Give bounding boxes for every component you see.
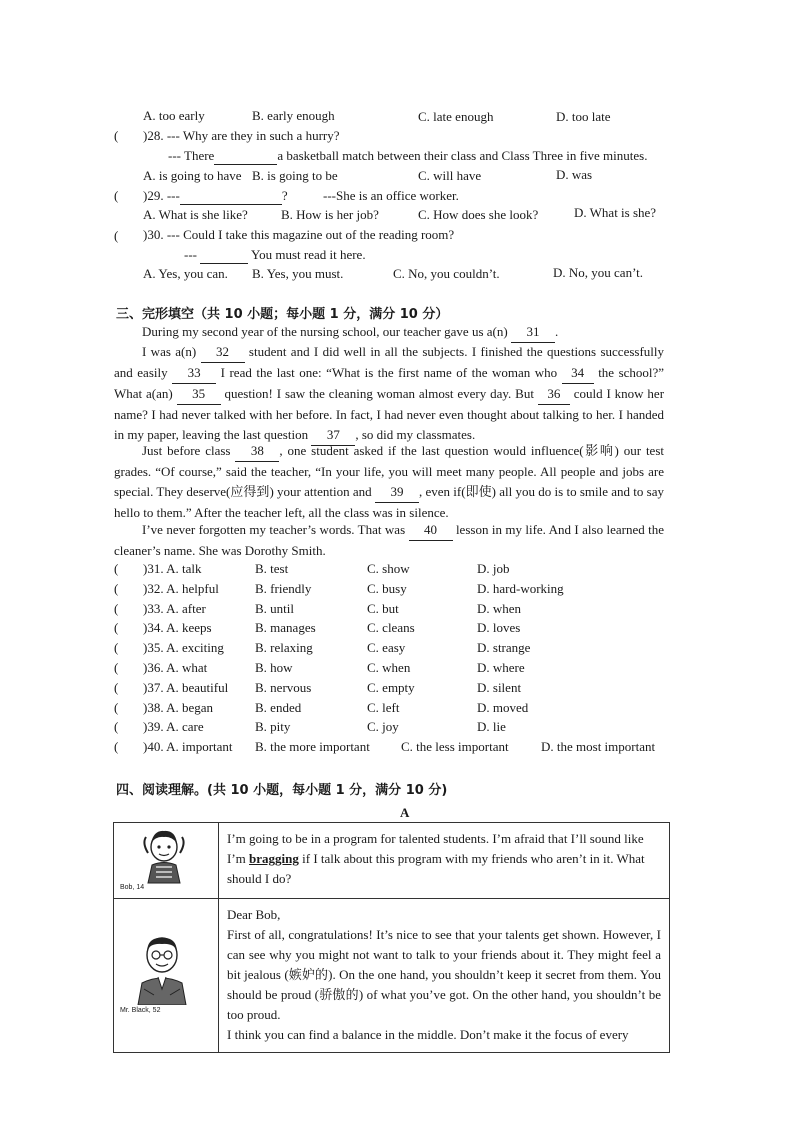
cloze-option-row [114, 561, 669, 581]
row-option-a: )39. A. care [143, 719, 204, 734]
q28-stem: )28. --- Why are they in such a hurry? [143, 128, 340, 143]
row-option-a: )40. A. important [143, 739, 233, 754]
row-option-a: )31. A. talk [143, 561, 202, 576]
row-option-a: )32. A. helpful [143, 581, 219, 596]
q27-option-d: D. too late [556, 109, 611, 124]
row-option-d: D. job [477, 561, 510, 576]
cloze-blank-32[interactable]: 32 [201, 342, 245, 363]
cloze-text: could I know her name? I had never talked with her before. In fact, I had never even thought about talking to her. I handed in my paper, leaving the last question [114, 386, 665, 442]
q28-paren: ( [114, 128, 119, 143]
row-option-b: B. test [255, 561, 289, 576]
bob-caption: Bob, 14 [120, 884, 145, 891]
q30-option-b: B. Yes, you must. [252, 266, 344, 281]
row-option-b: B. ended [255, 700, 302, 715]
row-option-c: C. show [367, 561, 410, 576]
bob-text: if I talk about this program with my friends who aren’t in it. What should I do? [227, 851, 645, 886]
row-option-c: C. easy [367, 640, 406, 655]
q27-option-c: C. late enough [418, 109, 494, 124]
q29-paren: ( [114, 188, 119, 203]
cloze-text: I was a(n) [142, 344, 197, 359]
cloze-text: I’ve never forgotten my teacher’s words. That was [142, 522, 406, 537]
row-option-d: D. hard-working [477, 581, 564, 596]
bob-keyword: bragging [249, 851, 299, 866]
q29-answer: ---She is an office worker. [323, 188, 459, 203]
cloze-paragraph-1 [114, 322, 664, 343]
q29-stem-pre: )29. --- [143, 188, 180, 203]
cloze-option-row [114, 739, 669, 759]
cloze-text: lesson in my life. And I also learned the cleaner’s name. She was Dorothy Smith. [114, 522, 664, 558]
passage-label: A [400, 805, 410, 820]
row-option-a: )37. A. beautiful [143, 680, 229, 695]
q29-stem [143, 188, 288, 205]
row-option-b: B. how [255, 660, 293, 675]
q27-option-a: A. too early [143, 108, 205, 123]
row-option-a: )34. A. keeps [143, 620, 212, 635]
cloze-blank-36[interactable]: 36 [538, 384, 570, 405]
row-paren: ( [114, 620, 119, 635]
bob-avatar-cell [114, 823, 219, 899]
cloze-paragraph-2 [114, 342, 664, 446]
row-paren: ( [114, 719, 119, 734]
row-paren: ( [114, 601, 119, 616]
section4-title: 四、阅读理解。(共 10 小题，每小题 1 分，满分 10 分) [116, 783, 448, 798]
row-option-d: D. silent [477, 680, 522, 695]
row-option-c: C. the less important [401, 739, 509, 754]
row-paren: ( [114, 660, 119, 675]
cloze-blank-33[interactable]: 33 [172, 363, 216, 384]
black-avatar-cell [114, 899, 219, 1053]
cloze-option-row [114, 640, 669, 660]
section3-title: 三、完形填空（共 10 小题；每小题 1 分，满分 10 分） [116, 307, 449, 322]
cloze-text: question! I saw the cleaning woman almost every day. But [224, 386, 534, 401]
advice-table [113, 822, 670, 1053]
row-option-a: )33. A. after [143, 601, 206, 616]
q29-option-b: B. How is her job? [281, 207, 379, 222]
q30-line2-pre: --- [184, 247, 197, 262]
cloze-text: I read the last one: “What is the first name of the woman who [220, 365, 558, 380]
q30-line2-post: You must read it here. [251, 247, 366, 262]
row-paren: ( [114, 561, 119, 576]
q28-line2-post: a basketball match between their class and Class Three in five minutes. [277, 148, 648, 163]
cloze-text: , even if(即使) all you do is to smile and to say hello to them.” After the teacher left, all the class was in silence. [114, 484, 665, 520]
cloze-text: the school?” What a(an) [114, 365, 665, 401]
row-option-c: C. busy [367, 581, 407, 596]
bob-text: I’m going to be in a program for talented students. I’m afraid that I’ll sound like I’m [227, 831, 644, 866]
cloze-blank-35[interactable]: 35 [177, 384, 221, 405]
q29-option-d: D. What is she? [574, 205, 657, 220]
mr-black-avatar [132, 933, 192, 1005]
cloze-text: , one student asked if the last question would influence(影响) our test grades. “Of course,” said the teacher, “In your life, you will meet many people. All people and jobs are special. They deserve(应得到) your attention and [114, 443, 664, 499]
q28-blank[interactable] [214, 148, 277, 165]
row-option-c: C. left [367, 700, 400, 715]
row-option-d: D. moved [477, 700, 529, 715]
q28-option-c: C. will have [418, 168, 482, 183]
cloze-blank-40[interactable]: 40 [409, 520, 453, 541]
row-option-c: C. but [367, 601, 399, 616]
row-option-a: )35. A. exciting [143, 640, 224, 655]
q28-option-a: A. is going to have [143, 168, 242, 183]
row-paren: ( [114, 640, 119, 655]
cloze-blank-37[interactable]: 37 [311, 425, 355, 446]
cloze-text: , so did my classmates. [355, 427, 476, 442]
bob-avatar [134, 827, 194, 885]
row-option-c: C. empty [367, 680, 415, 695]
row-option-b: B. friendly [255, 581, 312, 596]
q30-blank[interactable] [200, 247, 248, 264]
q28-line2-pre: --- There [168, 148, 215, 163]
row-option-c: C. joy [367, 719, 399, 734]
row-option-b: B. manages [255, 620, 316, 635]
cloze-blank-31[interactable]: 31 [511, 322, 555, 343]
reply-body: First of all, congratulations! It’s nice to see that your talents get shown. However, I can see why you might not want to talk to your friends about it. They might feel a bit jealous (嫉妒的). On the one hand, you shouldn’t keep it secret from them. You should be proud (骄傲的) of what you’ve got. On the other hand, you shouldn’t be too proud. [227, 927, 661, 1022]
q28-option-b: B. is going to be [252, 168, 338, 183]
reply-last-line: I think you can find a balance in the middle. Don’t make it the focus of every [227, 1027, 629, 1042]
reply-greeting: Dear Bob, [227, 907, 281, 922]
row-paren: ( [114, 680, 119, 695]
row-option-a: )38. A. began [143, 700, 214, 715]
q29-option-a: A. What is she like? [143, 207, 248, 222]
mr-black-reply [219, 899, 670, 1053]
q30-option-c: C. No, you couldn’t. [393, 266, 500, 281]
q30-line2 [184, 247, 366, 264]
cloze-blank-34[interactable]: 34 [562, 363, 594, 384]
row-option-b: B. until [255, 601, 295, 616]
row-option-d: D. the most important [541, 739, 656, 754]
cloze-option-row [114, 700, 669, 720]
q30-option-a: A. Yes, you can. [143, 266, 228, 281]
row-option-b: B. nervous [255, 680, 312, 695]
cloze-text: During my second year of the nursing school, our teacher gave us a(n) [142, 324, 508, 339]
cloze-option-row [114, 719, 669, 739]
bob-question [219, 823, 670, 899]
q30-stem: )30. --- Could I take this magazine out of the reading room? [143, 227, 455, 242]
row-paren: ( [114, 700, 119, 715]
q28-line2 [168, 148, 647, 165]
row-option-c: C. cleans [367, 620, 415, 635]
cloze-text: . [554, 324, 559, 339]
cloze-text: student and I did well in all the subjects. I finished the questions successfully and easily [114, 344, 665, 380]
row-option-d: D. when [477, 601, 522, 616]
cloze-option-row [114, 581, 669, 601]
row-option-d: D. loves [477, 620, 521, 635]
row-option-a: )36. A. what [143, 660, 208, 675]
cloze-paragraph-4 [114, 520, 664, 561]
cloze-paragraph-3 [114, 441, 664, 523]
row-option-b: B. relaxing [255, 640, 313, 655]
q29-option-c: C. How does she look? [418, 207, 539, 222]
cloze-blank-38[interactable]: 38 [235, 441, 279, 462]
cloze-option-row [114, 601, 669, 621]
cloze-option-row [114, 660, 669, 680]
row-option-d: D. lie [477, 719, 506, 734]
q29-qmark: ? [281, 188, 288, 203]
q30-paren: ( [114, 228, 119, 243]
cloze-option-row [114, 680, 669, 700]
q30-option-d: D. No, you can’t. [553, 265, 644, 280]
q27-option-b: B. early enough [252, 108, 335, 123]
row-option-b: B. the more important [255, 739, 370, 754]
row-option-b: B. pity [255, 719, 291, 734]
black-row [114, 899, 670, 1053]
mr-black-caption: Mr. Black, 52 [120, 1007, 161, 1014]
row-option-d: D. strange [477, 640, 531, 655]
bob-row [114, 823, 670, 899]
row-option-c: C. when [367, 660, 411, 675]
cloze-option-row [114, 620, 669, 640]
row-paren: ( [114, 739, 119, 754]
q28-option-d: D. was [556, 167, 593, 182]
cloze-text: Just before class [142, 443, 231, 458]
q29-blank[interactable] [180, 188, 282, 205]
cloze-blank-39[interactable]: 39 [375, 482, 419, 503]
row-paren: ( [114, 581, 119, 596]
row-option-d: D. where [477, 660, 525, 675]
